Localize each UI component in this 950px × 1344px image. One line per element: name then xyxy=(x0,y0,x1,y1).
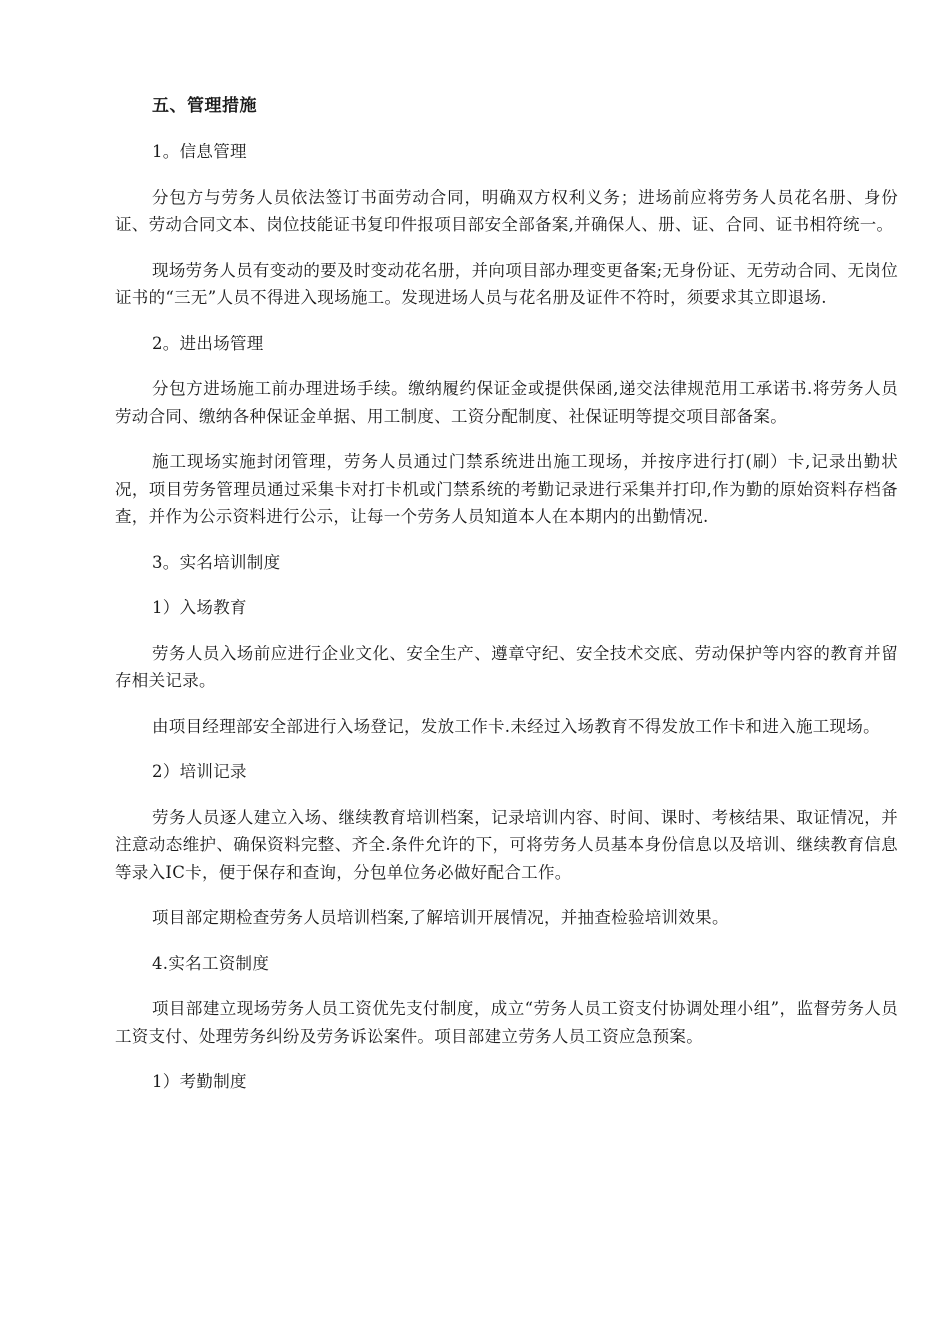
paragraph: 项目部建立现场劳务人员工资优先支付制度，成立“劳务人员工资支付协调处理小组”，监督劳务人员工资支付、处理劳务纠纷及劳务诉讼案件。项目部建立劳务人员工资应急预案。 xyxy=(115,999,898,1046)
section-heading: 五、管理措施 xyxy=(152,96,257,116)
paragraph: 项目部定期检查劳务人员培训档案,了解培训开展情况，并抽查检验培训效果。 xyxy=(152,908,729,927)
paragraph: 劳务人员逐人建立入场、继续教育培训档案，记录培训内容、时间、课时、考核结果、取证情况，并注意动态维护、确保资料完整、齐全.条件允许的下，可将劳务人员基本身份信息以及培训、继续教育信息等录入IC卡，便于保存和查询，分包单位务必做好配合工作。 xyxy=(115,807,898,882)
subheading-training-system: 3。实名培训制度 xyxy=(152,552,281,572)
subheading-entry-exit-management: 2。进出场管理 xyxy=(152,333,264,353)
subheading-entry-education: 1）入场教育 xyxy=(152,598,247,617)
subheading-wage-system: 4.实名工资制度 xyxy=(152,953,270,973)
paragraph: 现场劳务人员有变动的要及时变动花名册，并向项目部办理变更备案;无身份证、无劳动合同、无岗位证书的“三无”人员不得进入现场施工。发现进场人员与花名册及证件不符时，须要求其立即退场. xyxy=(115,260,898,307)
paragraph: 由项目经理部安全部进行入场登记，发放工作卡.未经过入场教育不得发放工作卡和进入施工现场。 xyxy=(152,716,880,736)
subheading-info-management: 1。信息管理 xyxy=(152,142,247,161)
paragraph: 施工现场实施封闭管理，劳务人员通过门禁系统进出施工现场，并按序进行打(刷）卡,记录出勤状况，项目劳务管理员通过采集卡对打卡机或门禁系统的考勤记录进行采集并打印,作为勤的原始资料存档备查，并作为公示资料进行公示，让每一个劳务人员知道本人在本期内的出勤情况. xyxy=(115,452,898,526)
subheading-training-records: 2）培训记录 xyxy=(152,762,247,781)
paragraph: 劳务人员入场前应进行企业文化、安全生产、遵章守纪、安全技术交底、劳动保护等内容的教育并留存相关记录。 xyxy=(115,643,898,690)
paragraph: 分包方进场施工前办理进场手续。缴纳履约保证金或提供保函,递交法律规范用工承诺书.将劳务人员劳动合同、缴纳各种保证金单据、用工制度、工资分配制度、社保证明等提交项目部备案。 xyxy=(115,379,898,426)
document-body xyxy=(115,92,898,1114)
subheading-attendance-system: 1）考勤制度 xyxy=(152,1072,247,1091)
paragraph: 分包方与劳务人员依法签订书面劳动合同，明确双方权利义务；进场前应将劳务人员花名册、身份证、劳动合同文本、岗位技能证书复印件报项目部安全部备案,并确保人、册、证、合同、证书相符统一。 xyxy=(115,187,898,234)
